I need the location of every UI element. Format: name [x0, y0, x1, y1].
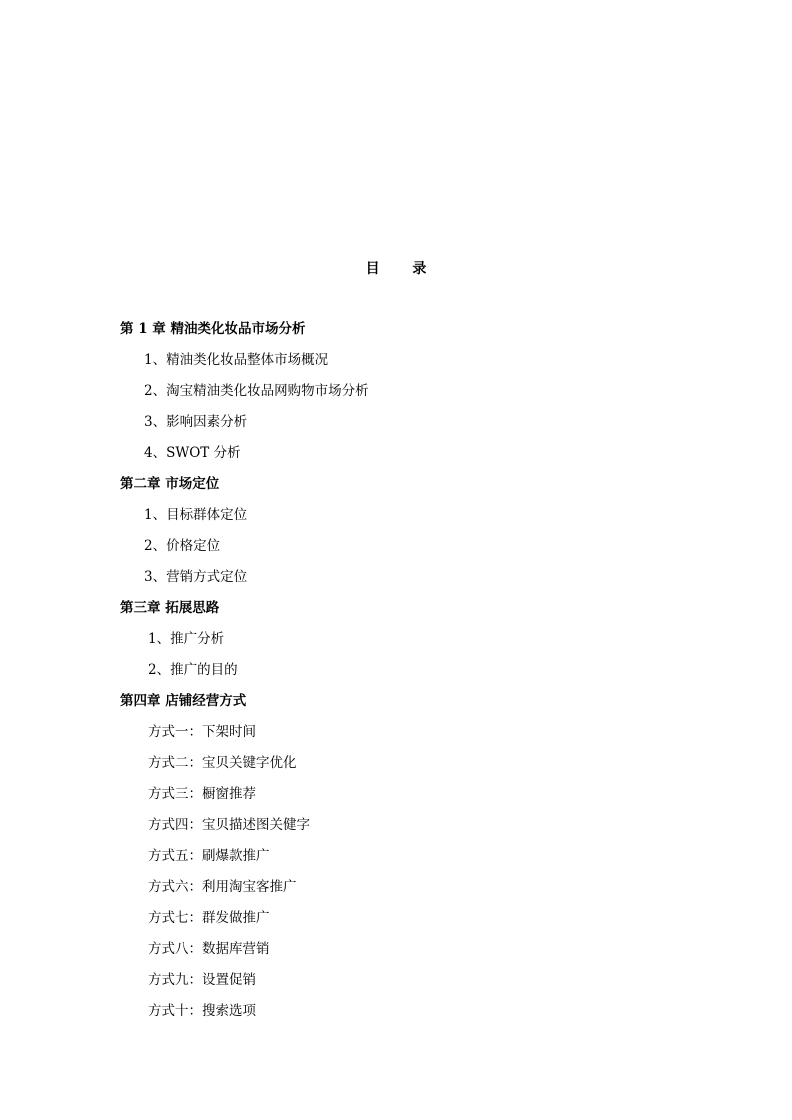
toc-chapter-1: 第 1 章 精油类化妆品市场分析: [120, 321, 306, 337]
toc-chapter-2: 第二章 市场定位: [120, 476, 220, 492]
toc-entry: 3、影响因素分析: [144, 414, 248, 430]
toc-entry: 1、精油类化妆品整体市场概况: [144, 352, 329, 368]
toc-entry: 方式一：下架时间: [148, 724, 256, 740]
toc-entry: 2、推广的目的: [148, 662, 238, 678]
toc-chapter-3: 第三章 拓展思路: [120, 600, 220, 616]
toc-entry: 方式八：数据库营销: [148, 941, 270, 957]
toc-entry: 方式二：宝贝关键字优化: [148, 755, 297, 771]
toc-entry: 2、价格定位: [144, 538, 221, 554]
toc-entry: 方式五：刷爆款推广: [148, 848, 270, 864]
toc-chapter-4: 第四章 店铺经营方式: [120, 693, 247, 709]
toc-entry: 3、营销方式定位: [144, 569, 248, 585]
toc-entry: 4、SWOT 分析: [144, 445, 241, 461]
toc-title: 目 录: [365, 261, 441, 277]
toc-entry: 1、推广分析: [148, 631, 225, 647]
toc-entry: 方式九：设置促销: [148, 972, 256, 988]
toc-entry: 方式六：利用淘宝客推广: [148, 879, 297, 895]
toc-entry: 2、淘宝精油类化妆品网购物市场分析: [144, 383, 369, 399]
toc-entry: 方式七：群发做推广: [148, 910, 270, 926]
table-of-contents: [120, 318, 680, 1031]
toc-entry: 1、目标群体定位: [144, 507, 248, 523]
toc-entry: 方式十：搜索选项: [148, 1003, 256, 1019]
toc-entry: 方式三：橱窗推荐: [148, 786, 256, 802]
toc-entry: 方式四：宝贝描述图关健字: [148, 817, 310, 833]
